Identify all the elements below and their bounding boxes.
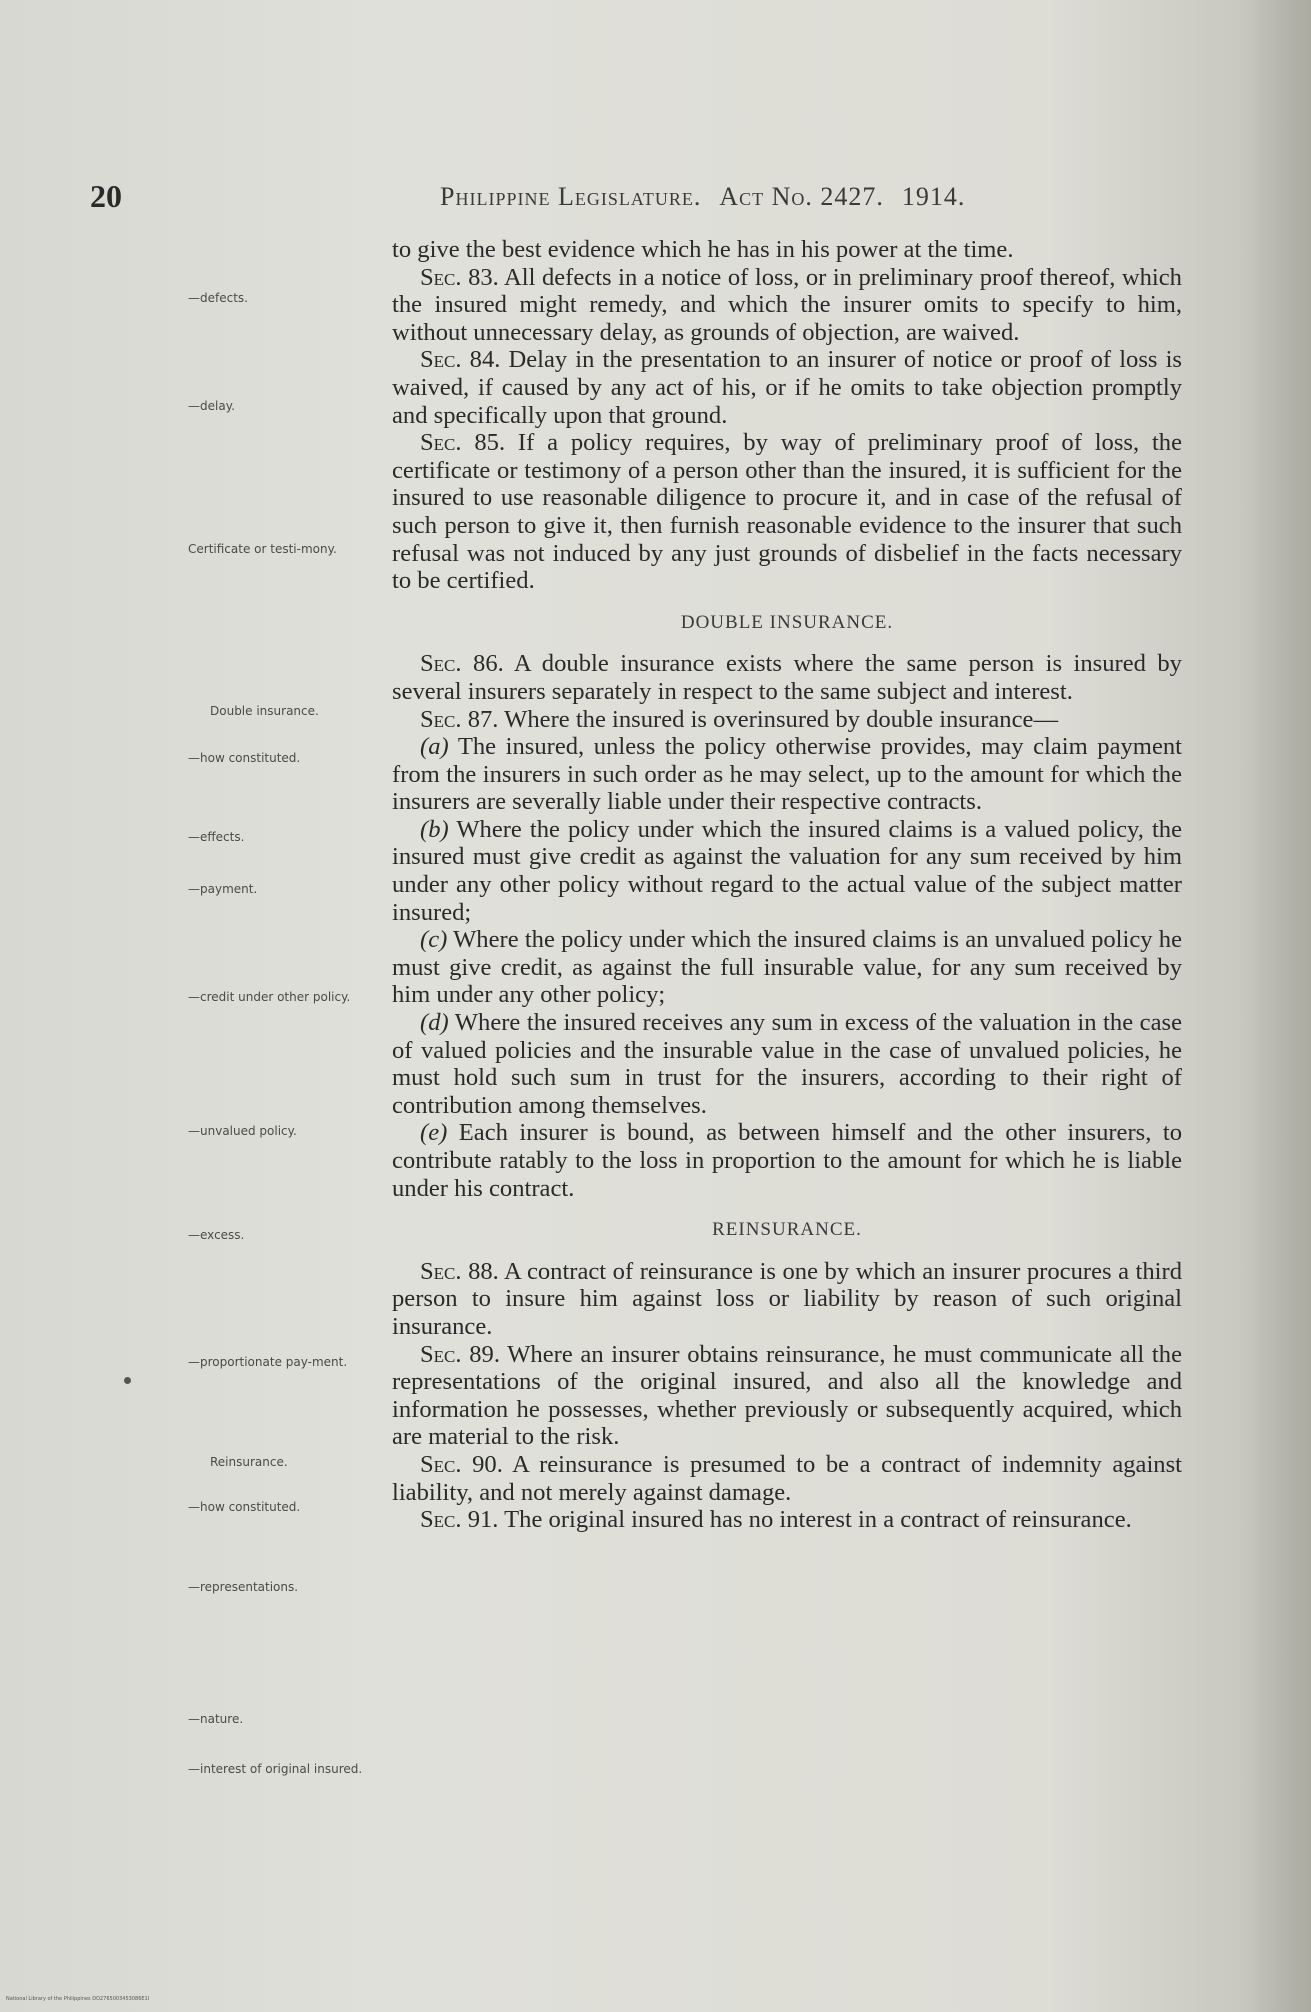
margin-note-credit-under-other-policy: —credit under other policy. bbox=[188, 990, 351, 1004]
section-text: Where the insured is overinsured by double insurance— bbox=[498, 705, 1059, 733]
clause-text: Where the policy under which the insured claims is a valued policy, the insured must give credit as against the valuation for any sum received by him under any other policy without regard to the actual value of the subject matter insured; bbox=[392, 815, 1182, 926]
margin-note-nature: —nature. bbox=[188, 1712, 244, 1726]
section-label: Sec. 89. bbox=[420, 1340, 500, 1368]
clause-label: (d) bbox=[420, 1009, 449, 1037]
clause-d bbox=[392, 1009, 1182, 1119]
section-83 bbox=[392, 264, 1182, 347]
section-text: A contract of reinsurance is one by which an insurer procures a third person to insure him against loss or liability by reason of such original insurance. bbox=[392, 1257, 1182, 1340]
clause-label: (c) bbox=[420, 926, 448, 954]
paragraph-continued: to give the best evidence which he has in his power at the time. bbox=[392, 236, 1014, 263]
margin-note-unvalued-policy: —unvalued policy. bbox=[188, 1124, 297, 1138]
margin-note-how-constituted-1: —how constituted. bbox=[188, 751, 301, 765]
section-label: Sec. 88. bbox=[420, 1257, 499, 1285]
section-85 bbox=[392, 429, 1182, 595]
section-87 bbox=[392, 706, 1182, 734]
clause-b bbox=[392, 816, 1182, 926]
clause-text: The insured, unless the policy otherwise provides, may claim payment from the insurers in such order as he may select, up to the amount for which the insurers are severally liable under their respective contracts. bbox=[392, 733, 1182, 816]
section-label: Sec. 87. bbox=[420, 705, 499, 733]
margin-note-delay: —delay. bbox=[188, 399, 235, 413]
section-88 bbox=[392, 1258, 1182, 1341]
section-91 bbox=[392, 1506, 1182, 1534]
section-text: A double insurance exists where the same person is insured by several insurers separately in respect to the same subject and interest. bbox=[392, 650, 1182, 705]
section-86 bbox=[392, 650, 1182, 705]
section-label: Sec. 90. bbox=[420, 1450, 503, 1478]
scan-footer-note: National Library of the Philippines DO2765003453086E1I bbox=[6, 1996, 150, 2002]
margin-note-reinsurance: Reinsurance. bbox=[210, 1455, 288, 1469]
running-head-title: Philippine Legislature. bbox=[440, 182, 702, 211]
section-text: If a policy requires, by way of preliminary proof of loss, the certificate or testimony of a person other than the insured, it is sufficient for the insured to use reasonable diligence to procure it, and in case of the refusal of such person to give it, then furnish reasonable evidence to the insurer that such refusal was not induced by any just grounds of disbelief in the facts necessary to be certified. bbox=[392, 429, 1182, 595]
margin-note-representations: —representations. bbox=[188, 1580, 299, 1594]
section-90 bbox=[392, 1451, 1182, 1506]
section-label: Sec. 91. bbox=[420, 1506, 499, 1534]
margin-note-excess: —excess. bbox=[188, 1228, 245, 1242]
section-label: Sec. 83. bbox=[420, 263, 499, 291]
clause-text: Where the policy under which the insured claims is an unvalued policy he must give credit, as against the full insurable value, for any sum received by him under any other policy; bbox=[392, 926, 1182, 1009]
page-number: 20 bbox=[90, 178, 122, 214]
section-text: Where an insurer obtains reinsurance, he must communicate all the representations of the original insured, and also all the knowledge and information he possesses, whether previously or subsequently acquired, which are material to the risk. bbox=[392, 1340, 1182, 1451]
section-89 bbox=[392, 1341, 1182, 1451]
section-label: Sec. 85. bbox=[420, 429, 506, 457]
section-label: Sec. 84. bbox=[420, 346, 501, 374]
clause-text: Each insurer is bound, as between himself and the other insurers, to contribute ratably to the loss in proportion to the amount for which he is liable under his contract. bbox=[392, 1119, 1182, 1202]
clause-e bbox=[392, 1119, 1182, 1202]
page-header bbox=[0, 178, 1311, 218]
running-head-year: 1914. bbox=[901, 182, 966, 211]
margin-note-interest-of-original-insured: —interest of original insured. bbox=[188, 1762, 363, 1776]
heading-double-insurance: DOUBLE INSURANCE. bbox=[680, 611, 894, 633]
margin-note-double-insurance: Double insurance. bbox=[210, 704, 319, 718]
heading-reinsurance: REINSURANCE. bbox=[712, 1219, 862, 1241]
margin-note-payment: —payment. bbox=[188, 882, 258, 896]
section-text: A reinsurance is presumed to be a contract of indemnity against liability, and not merely against damage. bbox=[392, 1450, 1182, 1506]
section-text: All defects in a notice of loss, or in preliminary proof thereof, which the insured might remedy, and which the insurer omits to specify to him, without unnecessary delay, as grounds of objection, are waived. bbox=[392, 263, 1182, 346]
margin-note-how-constituted-2: —how constituted. bbox=[188, 1500, 301, 1514]
body-text bbox=[392, 236, 1182, 1534]
section-text: Delay in the presentation to an insurer of notice or proof of loss is waived, if caused by any act of his, or if he omits to take objection promptly and specifically upon that ground. bbox=[392, 346, 1182, 429]
section-text: The original insured has no interest in a contract of reinsurance. bbox=[498, 1506, 1132, 1534]
clause-text: Where the insured receives any sum in excess of the valuation in the case of valued policies and the insurable value in the case of unvalued policies, he must hold such sum in trust for the insurers, according to their right of contribution among themselves. bbox=[392, 1009, 1182, 1119]
section-84 bbox=[392, 346, 1182, 429]
margin-note-proportionate-payment: —proportionate pay-ment. bbox=[188, 1355, 348, 1369]
clause-c bbox=[392, 926, 1182, 1009]
section-label: Sec. 86. bbox=[420, 650, 504, 678]
clause-label: (a) bbox=[420, 733, 449, 761]
running-head-act: Act No. 2427. bbox=[719, 182, 884, 211]
page-edge-shadow bbox=[1241, 0, 1311, 2012]
clause-label: (b) bbox=[420, 815, 449, 843]
margin-note-certificate: Certificate or testi-mony. bbox=[188, 542, 337, 556]
margin-note-effects: —effects. bbox=[188, 830, 245, 844]
margin-note-defects: —defects. bbox=[188, 291, 248, 305]
clause-label: (e) bbox=[420, 1119, 448, 1147]
ink-spot bbox=[124, 1377, 131, 1384]
clause-a bbox=[392, 733, 1182, 816]
running-head bbox=[440, 182, 965, 212]
